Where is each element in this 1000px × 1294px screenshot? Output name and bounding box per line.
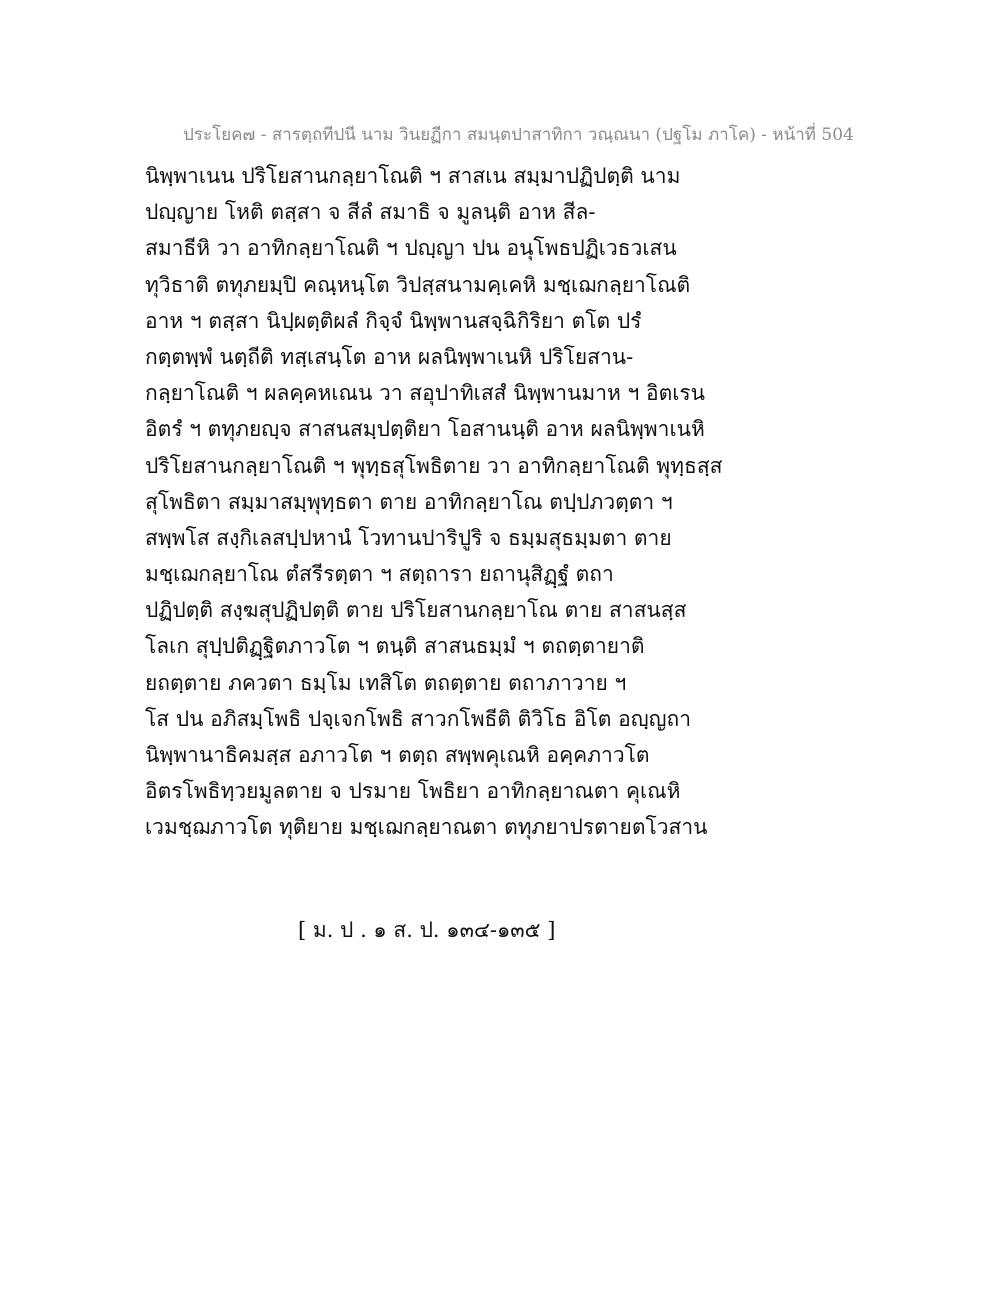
- text-line: ทุวิธาติ ตทุภยมฺปิ คณฺหนฺโต วิปสฺสนามคฺเคหิ มชฺเฌกลฺยาโณติ: [145, 272, 691, 297]
- text-line: นิพฺพาเนน ปริโยสานกลฺยาโณติ ฯ สาสเน สมฺมาปฏิปตฺติ นาม: [145, 164, 681, 188]
- text-line: สพฺพโส สงฺกิเลสปฺปหานํ โวทานปาริปูริ จ ธมฺมสุธมฺมตา ตาย: [145, 525, 672, 550]
- text-line: อิตรํ ฯ ตทุภยญฺจ สาสนสมฺปตฺติยา โอสานนฺติ อาห ผลนิพฺพาเนหิ: [145, 417, 705, 442]
- page-header: ประโยค๗ - สารตฺถทีปนี นาม วินยฏีกา สมนฺตปาสาทิกา วณฺณนา (ปฐโม ภาโค) - หน้าที่ 504: [183, 125, 854, 145]
- text-line: ยถตฺตาย ภควตา ธมฺโม เทสิโต ตถตฺตาย ตถาภาวาย ฯ: [145, 670, 627, 695]
- text-line: ปญฺญาย โหติ ตสฺสา จ สีลํ สมาธิ จ มูลนฺติ อาห สีล-: [145, 200, 596, 225]
- citation-reference: [ ม. ป . ๑ ส. ป. ๑๓๔-๑๓๕ ]: [298, 918, 556, 942]
- text-line: โส ปน อภิสมฺโพธิ ปจฺเจกโพธิ สาวกโพธีติ ติวิโธ อิโต อญฺญถา: [145, 706, 691, 731]
- text-line: เวมชฺฌภาวโต ทุติยาย มชฺเฌกลฺยาณตา ตทุภยาปรตายตโวสาน: [145, 815, 708, 840]
- text-line: สุโพธิตา สมฺมาสมฺพุทฺธตา ตาย อาทิกลฺยาโณ ตปฺปภวตฺตา ฯ: [145, 489, 673, 514]
- text-line: กลฺยาโณติ ฯ ผลคฺคหเณน วา สอุปาทิเสสํ นิพฺพานมาห ฯ อิตเรน: [145, 381, 706, 406]
- text-line: กตฺตพฺพํ นตฺถีติ ทสฺเสนฺโต อาห ผลนิพฺพาเนหิ ปริโยสาน-: [145, 344, 634, 369]
- text-line: ปฏิปตฺติ สงฺฆสุปฏิปตฺติ ตาย ปริโยสานกลฺยาโณ ตาย สาสนสฺส: [145, 598, 687, 623]
- body-text: [145, 158, 925, 846]
- text-line: นิพฺพานาธิคมสฺส อภาวโต ฯ ตตฺถ สพฺพคุเณหิ อคฺคภาวโต: [145, 743, 650, 767]
- text-line: สมาธีหิ วา อาทิกลฺยาโณติ ฯ ปญฺญา ปน อนุโพธปฏิเวธวเสน: [145, 236, 677, 261]
- text-line: โลเก สุปฺปติฏฺฐิตภาวโต ฯ ตนฺติ สาสนธมฺมํ ฯ ตถตฺตายาติ: [145, 634, 645, 659]
- text-line: อาห ฯ ตสฺสา นิปฺผตฺติผลํ กิจฺจํ นิพฺพานสจฺฉิกิริยา ตโต ปรํ: [145, 308, 642, 333]
- text-line: ปริโยสานกลฺยาโณติ ฯ พุทฺธสุโพธิตาย วา อาทิกลฺยาโณติ พุทฺธสฺส: [145, 453, 723, 478]
- text-line: อิตรโพธิทฺวยมูลตาย จ ปรมาย โพธิยา อาทิกลฺยาณตา คุเณหิ: [145, 779, 681, 804]
- text-line: มชฺเฌกลฺยาโณ ตํสรีรตฺตา ฯ สตฺถารา ยถานุสิฏฺฐํ ตถา: [145, 562, 614, 587]
